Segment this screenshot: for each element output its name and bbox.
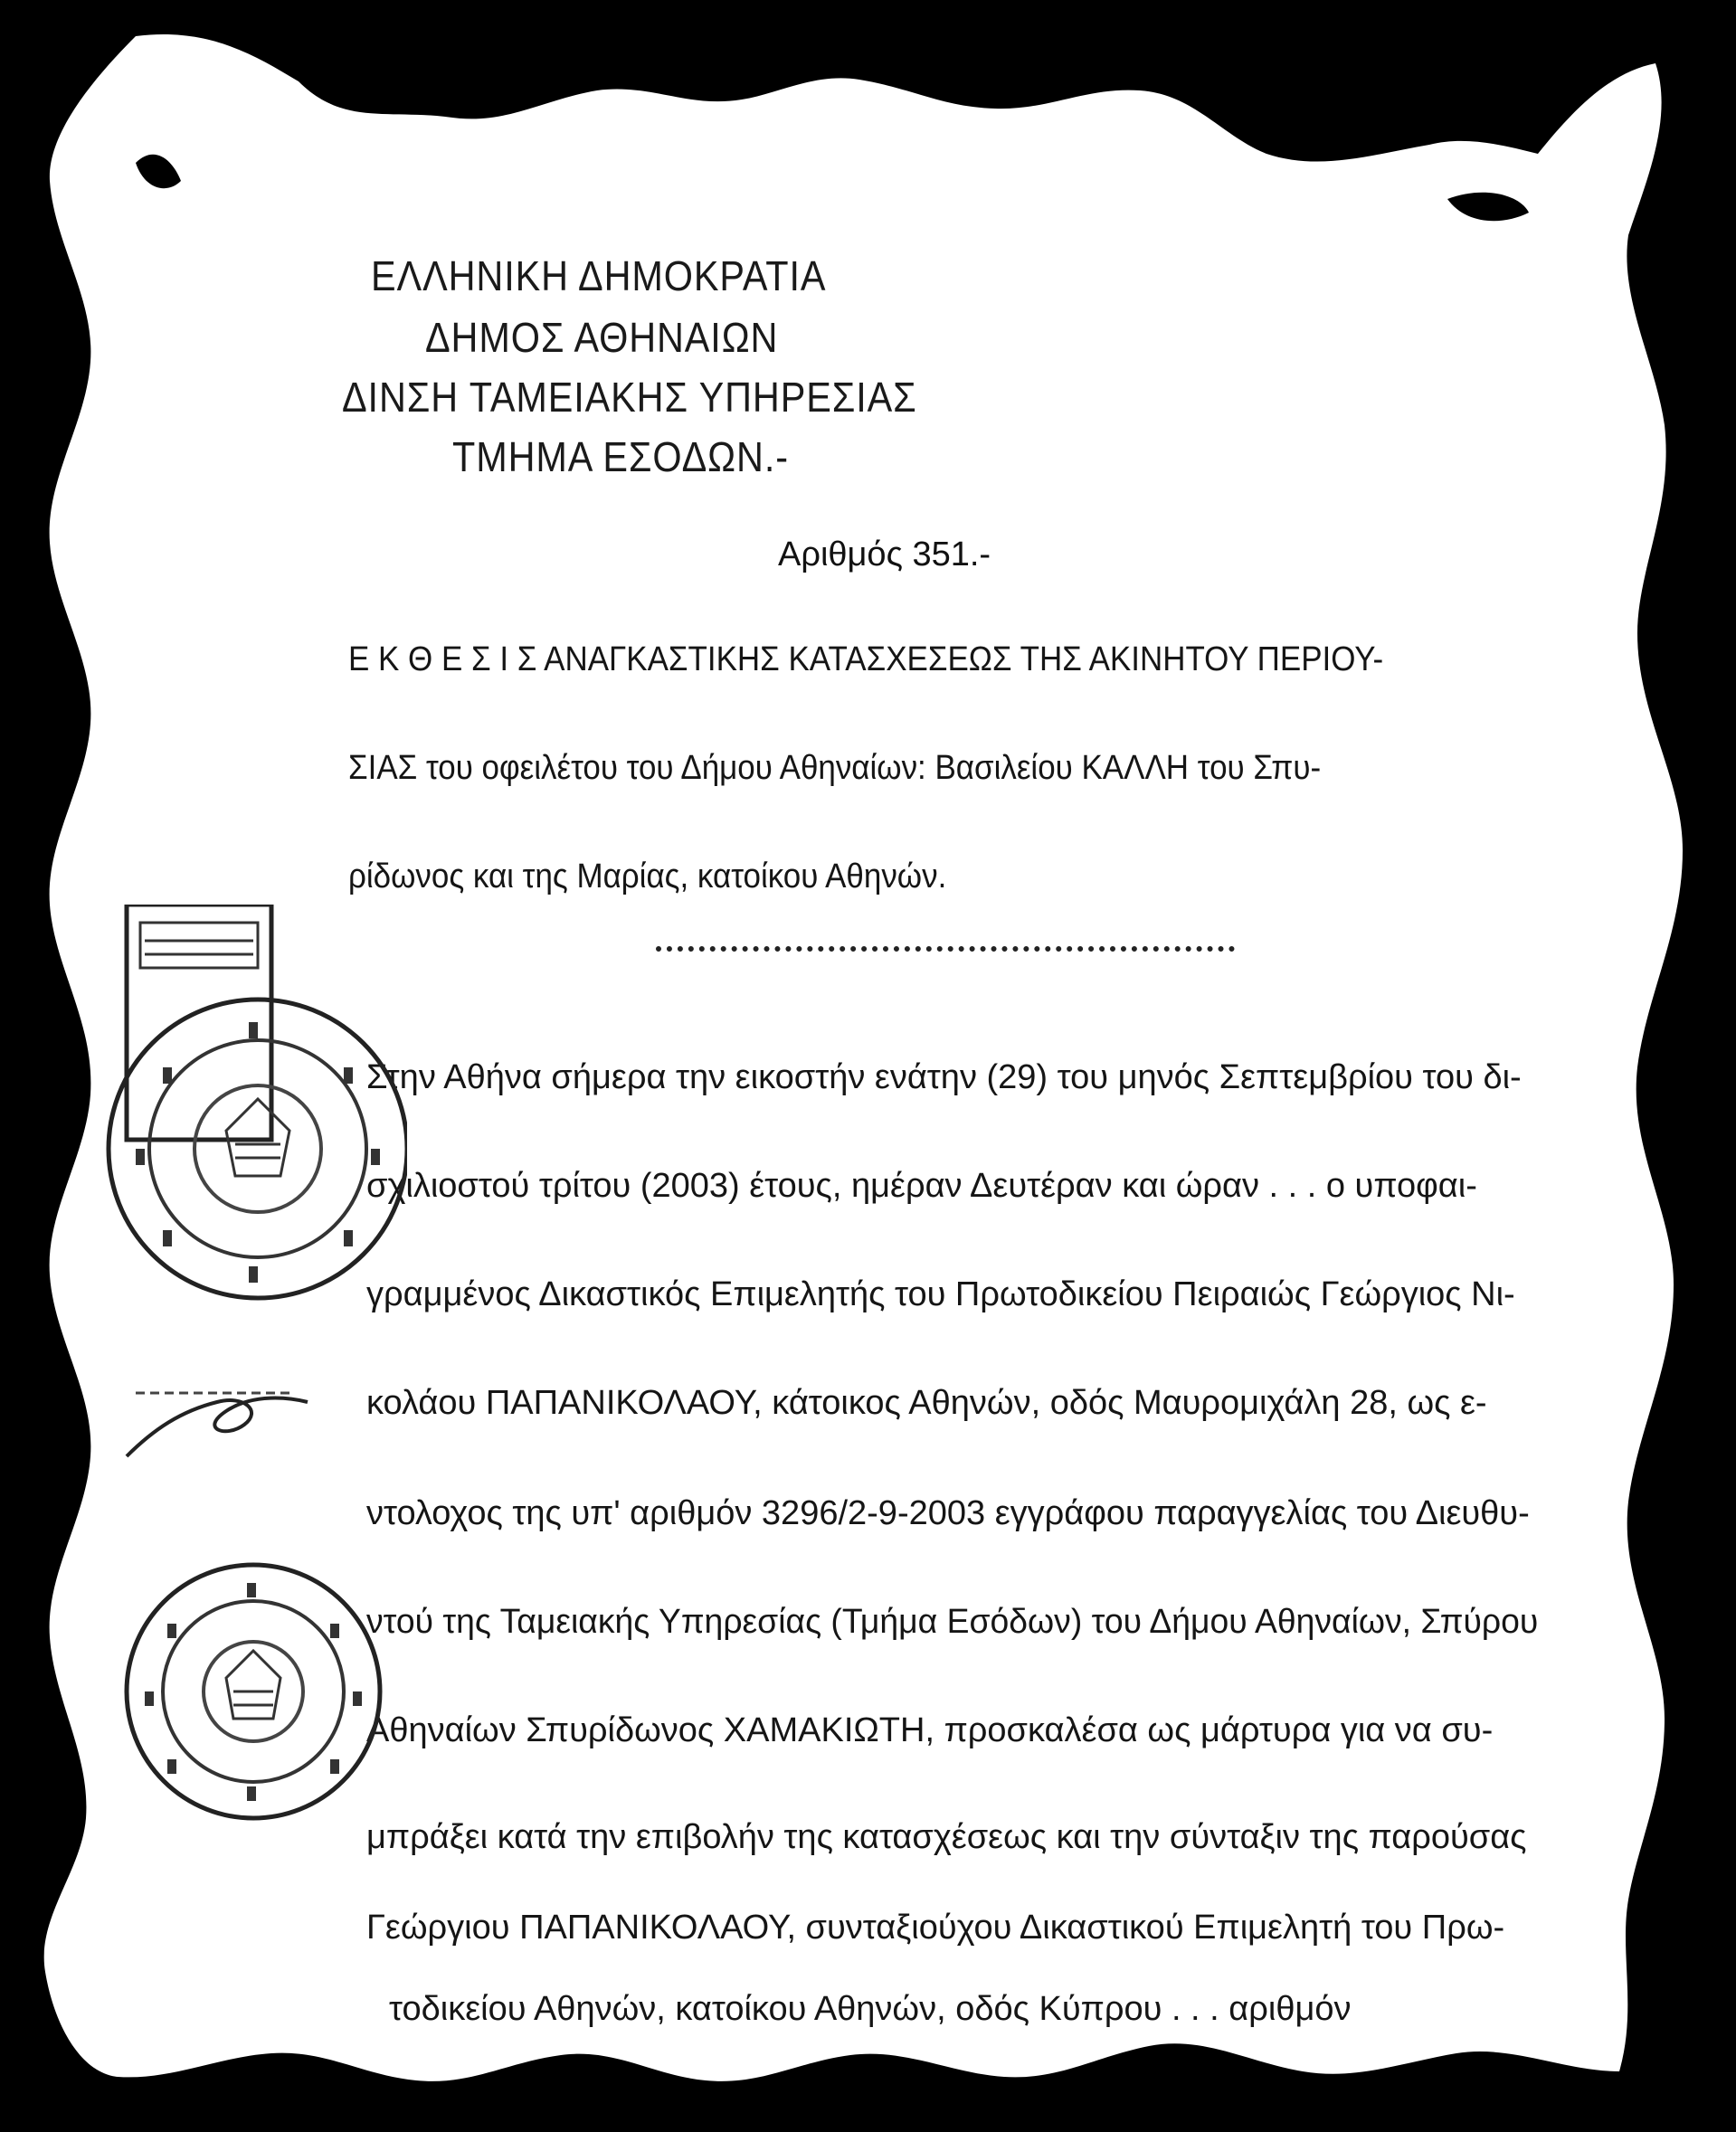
- body-line-10: τοδικείου Αθηνών, κατοίκου Αθηνών, οδός Κύπρου . . . αριθμόν: [389, 1990, 1352, 2028]
- official-seal-top: [100, 905, 407, 1375]
- body-line-9: Γεώργιου ΠΑΠΑΝΙΚΟΛΑΟΥ, συνταξιούχου Δικαστικού Επιμελητή του Πρω-: [366, 1909, 1505, 1947]
- official-seal-bottom: [118, 1474, 389, 1890]
- title-line-3: ρίδωνος και της Μαρίας, κατοίκου Αθηνών.: [348, 858, 947, 895]
- body-line-4: κολάου ΠΑΠΑΝΙΚΟΛΑΟΥ, κάτοικος Αθηνών, οδός Μαυρομιχάλη 28, ως ε-: [366, 1384, 1487, 1422]
- title-line-2: ΣΙΑΣ του οφειλέτου του Δήμου Αθηναίων: Βασιλείου ΚΑΛΛΗ του Σπυ-: [348, 749, 1322, 787]
- header-line-republic: ΕΛΛΗΝΙΚΗ ΔΗΜΟΚΡΑΤΙΑ: [371, 252, 827, 299]
- body-line-5: ντολοχος της υπ' αριθμόν 3296/2-9-2003 εγγράφου παραγγελίας του Διευθυ-: [366, 1494, 1530, 1532]
- body-line-1: Στην Αθήνα σήμερα την εικοστήν ενάτην (29) του μηνός Σεπτεμβρίου του δι-: [366, 1058, 1522, 1096]
- header-line-directorate: ΔΙΝΣΗ ΤΑΜΕΙΑΚΗΣ ΥΠΗΡΕΣΙΑΣ: [342, 374, 917, 421]
- title-line-1: Ε Κ Θ Ε Σ Ι Σ ΑΝΑΓΚΑΣΤΙΚΗΣ ΚΑΤΑΣΧΕΣΕΩΣ ΤΗΣ ΑΚΙΝΗΤΟΥ ΠΕΡΙΟΥ-: [348, 640, 1384, 678]
- body-line-7: Αθηναίων Σπυρίδωνος ΧΑΜΑΚΙΩΤΗ, προσκαλέσα ως μάρτυρα για να συ-: [366, 1711, 1494, 1749]
- signature-scribble: [118, 1375, 317, 1474]
- body-line-8: μπράξει κατά την επιβολήν της κατασχέσεως και την σύνταξιν της παρούσας: [366, 1818, 1527, 1856]
- document-number: Αριθμός 351.-: [778, 535, 991, 573]
- body-line-2: σχιλιοστού τρίτου (2003) έτους, ημέραν Δευτέραν και ώραν . . . ο υποφαι-: [366, 1167, 1477, 1205]
- header-line-municipality: ΔΗΜΟΣ ΑΘΗΝΑΙΩΝ: [425, 314, 779, 361]
- body-line-6: ντού της Ταμειακής Υπηρεσίας (Τμήμα Εσόδων) του Δήμου Αθηναίων, Σπύρου: [366, 1603, 1539, 1641]
- dotted-separator: [656, 946, 1235, 957]
- header-line-department: ΤΜΗΜΑ ΕΣΟΔΩΝ.-: [452, 433, 789, 480]
- body-line-3: γραμμένος Δικαστικός Επιμελητής του Πρωτοδικείου Πειραιώς Γεώργιος Νι-: [366, 1275, 1515, 1313]
